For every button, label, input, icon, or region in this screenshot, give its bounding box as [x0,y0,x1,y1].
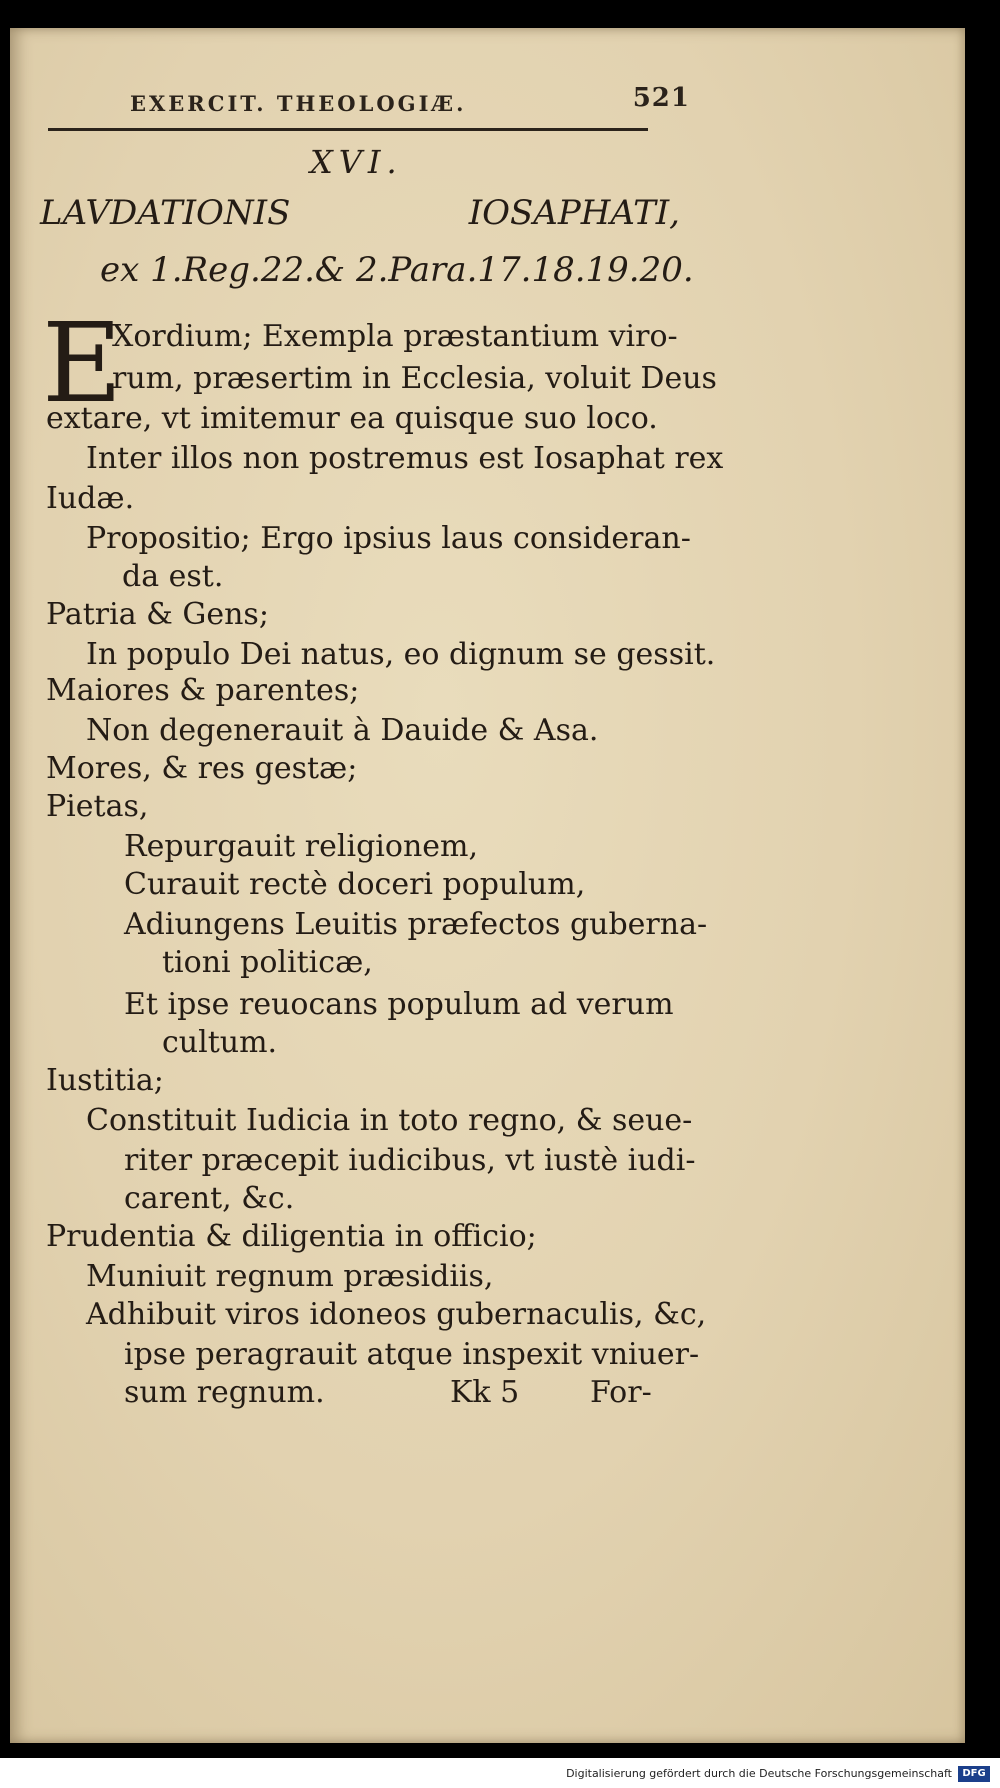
header-rule [48,128,648,131]
footer-credit: Digitalisierung gefördert durch die Deutsche Forschungsgemeinschaft [566,1767,952,1780]
text-line: rum, præsertim in Ecclesia, voluit Deus [112,361,717,396]
section-heading [40,193,680,233]
text-line: carent, &c. [124,1181,295,1216]
text-line: Mores, & res gestæ; [46,751,358,786]
heading-left: LAVDATIONIS [40,193,291,233]
text-line: sum regnum. [124,1375,325,1410]
text-line: Pietas, [46,789,149,824]
text-line: Xordium; Exempla præstantium viro- [112,319,678,354]
text-line: Non degenerauit à Dauide & Asa. [86,713,599,748]
text-line: Et ipse reuocans populum ad verum [124,987,674,1022]
footer-bar [0,1758,1000,1788]
page-number: 521 [632,83,690,113]
text-line: Muniuit regnum præsidiis, [86,1259,494,1294]
text-line: da est. [122,559,224,594]
text-line: extare, vt imitemur ea quisque suo loco. [46,401,658,436]
section-numeral: XVI. [310,143,403,181]
text-line: In populo Dei natus, eo dignum se gessit. [86,637,716,672]
text-line: Maiores & parentes; [46,673,360,708]
text-line: riter præcepit iudicibus, vt iustè iudi- [124,1143,696,1178]
text-line: tioni politicæ, [162,945,373,980]
text-line: Adhibuit viros idoneos gubernaculis, &c, [86,1297,707,1332]
dfg-logo: DFG [958,1766,990,1782]
running-head [130,83,690,123]
drop-cap: E [42,299,123,427]
text-line: Iustitia; [46,1063,164,1098]
text-line: ipse peragrauit atque inspexit vniuer- [124,1337,700,1372]
text-line: Curauit rectè doceri populum, [124,867,586,902]
text-line: cultum. [162,1025,278,1060]
signature-mark: Kk 5 [450,1375,520,1410]
text-line: Adiungens Leuitis præfectos guberna- [124,907,708,942]
text-line: Propositio; Ergo ipsius laus consideran- [86,521,691,556]
text-line: Iudæ. [46,481,135,516]
text-line: Repurgauit religionem, [124,829,479,864]
text-line: Constituit Iudicia in toto regno, & seue- [86,1103,693,1138]
heading-reference: ex 1.Reg.22.& 2.Para.17.18.19.20. [100,250,694,290]
text-line: Patria & Gens; [46,597,269,632]
catchword: For- [590,1375,652,1410]
book-page [10,28,965,1743]
text-line: Prudentia & diligentia in officio; [46,1219,537,1254]
running-title: EXERCIT. THEOLOGIÆ. [130,91,467,116]
heading-right: IOSAPHATI, [468,193,680,233]
text-line: Inter illos non postremus est Iosaphat rex [86,441,724,476]
